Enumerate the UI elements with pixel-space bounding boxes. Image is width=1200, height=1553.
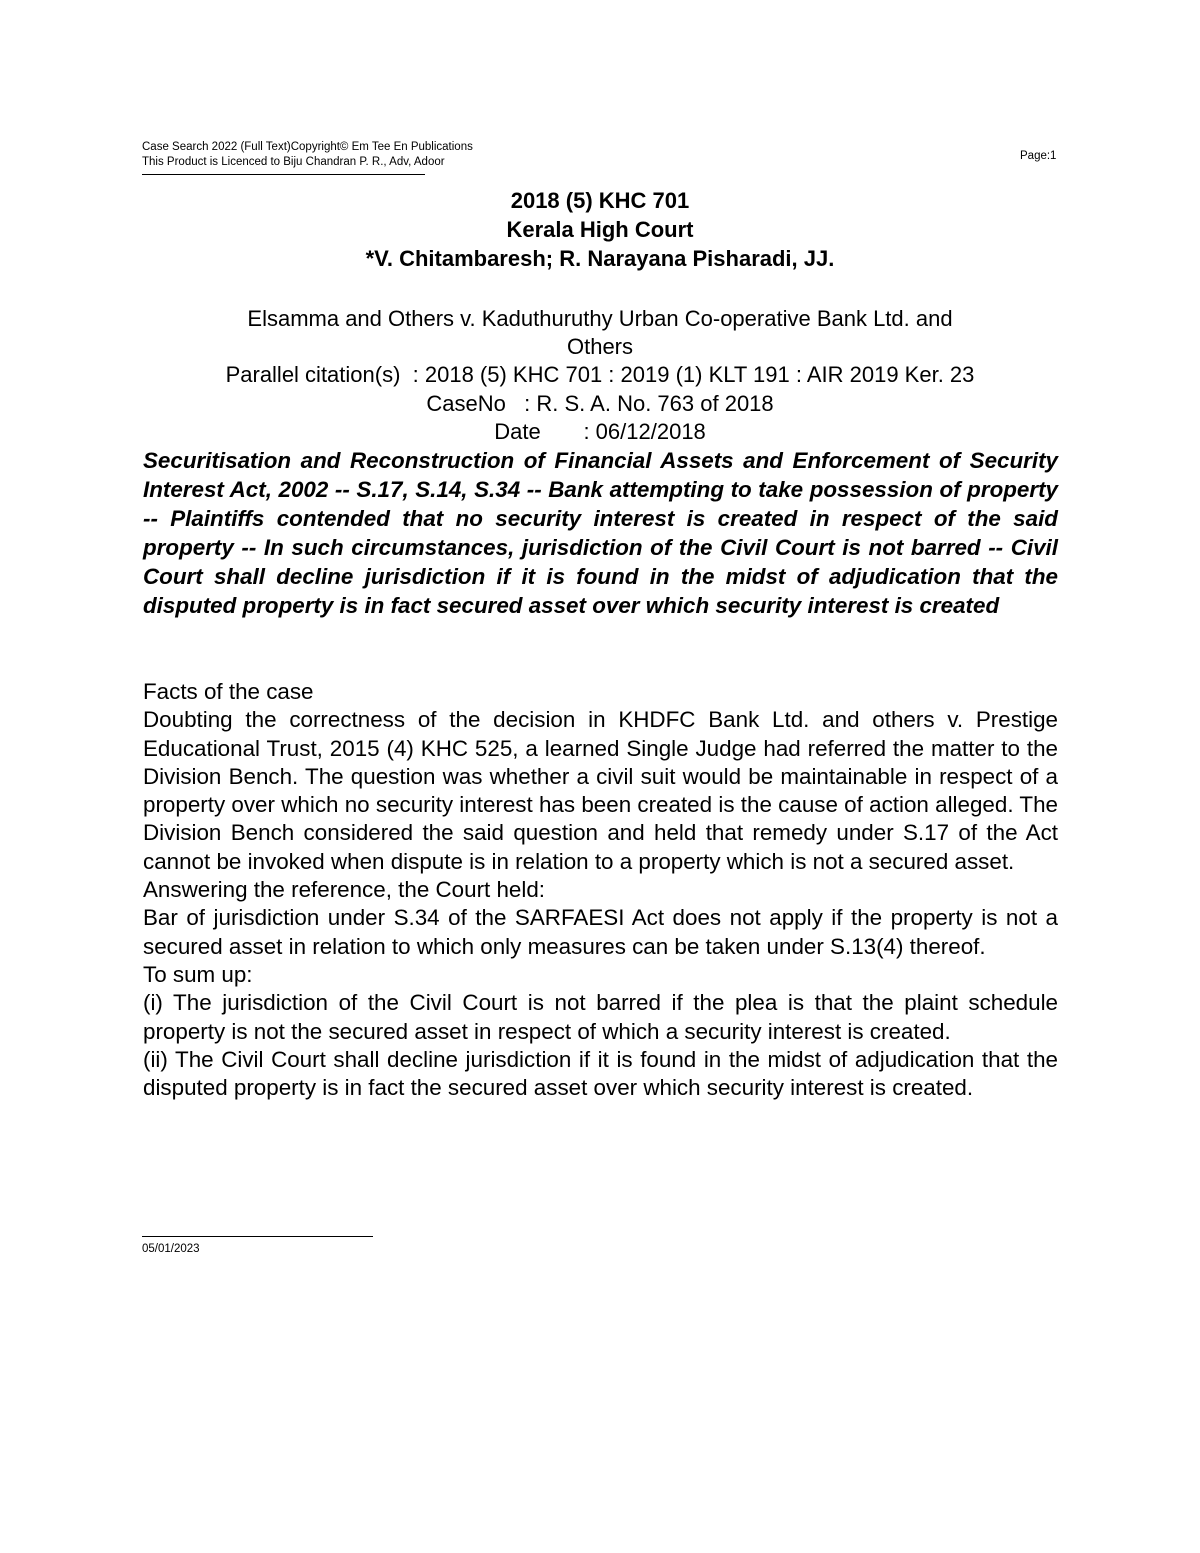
- holding-point-1: (i) The jurisdiction of the Civil Court is not barred if the plea is that the plaint schedule property is not the secured asset in respect of which a security interest is created.: [143, 990, 1058, 1044]
- bench-judges: *V. Chitambaresh; R. Narayana Pisharadi, JJ.: [365, 246, 835, 271]
- facts-paragraph: Doubting the correctness of the decision in KHDFC Bank Ltd. and others v. Prestige Educational Trust, 2015 (4) KHC 525, a learned Single Judge had referred the matter to the Division Bench. The question was whether a civil suit would be maintainable in respect of a property over which no security interest has been created is the cause of action alleged. The Division Bench considered the said question and held that remedy under S.17 of the Act cannot be invoked when dispute is in relation to a property which is not a secured asset.: [143, 707, 1058, 874]
- judgment-date: Date : 06/12/2018: [494, 419, 706, 444]
- page-number: Page:1: [1020, 150, 1057, 162]
- footer-divider: [142, 1236, 373, 1237]
- case-metadata: [140, 361, 1060, 447]
- parties: [140, 305, 1060, 361]
- copyright-line: Case Search 2022 (Full Text)Copyright© Em Tee En Publications: [142, 141, 473, 153]
- answering-line: Answering the reference, the Court held:: [143, 877, 546, 903]
- parties-line-1: Elsamma and Others v. Kaduthuruthy Urban Co-operative Bank Ltd. and: [247, 306, 953, 331]
- print-date: 05/01/2023: [142, 1243, 200, 1255]
- case-number: CaseNo : R. S. A. No. 763 of 2018: [426, 390, 774, 416]
- case-title-block: [140, 186, 1060, 273]
- court-name: Kerala High Court: [506, 217, 694, 242]
- facts-heading: Facts of the case: [143, 679, 314, 704]
- bar-paragraph: Bar of jurisdiction under S.34 of the SARFAESI Act does not apply if the property is not a secured asset in relation to which only measures can be taken under S.13(4) thereof.: [143, 905, 1058, 959]
- header-divider: [142, 174, 425, 175]
- case-citation: 2018 (5) KHC 701: [510, 188, 690, 213]
- headnote: Securitisation and Reconstruction of Financial Assets and Enforcement of Security Interest Act, 2002 -- S.17, S.14, S.34 -- Bank attempting to take possession of property -- Plaintiffs contended that no security interest is created in respect of the said property -- In such circumstances, jurisdiction of the Civil Court is not barred -- Civil Court shall decline jurisdiction if it is found in the midst of adjudication that the disputed property is in fact secured asset over which security interest is created: [143, 448, 1058, 618]
- holding-point-2: (ii) The Civil Court shall decline jurisdiction if it is found in the midst of adjudication that the disputed property is in fact the secured asset over which security interest is created.: [143, 1046, 1058, 1101]
- summary-body: [143, 678, 1058, 1102]
- publisher-header: [142, 140, 473, 170]
- licence-line: This Product is Licenced to Biju Chandran P. R., Adv, Adoor: [142, 156, 445, 168]
- sum-up-line: To sum up:: [143, 961, 253, 987]
- parties-line-2: Others: [566, 334, 634, 359]
- parallel-citations: Parallel citation(s) : 2018 (5) KHC 701 : 2019 (1) KLT 191 : AIR 2019 Ker. 23: [225, 362, 975, 387]
